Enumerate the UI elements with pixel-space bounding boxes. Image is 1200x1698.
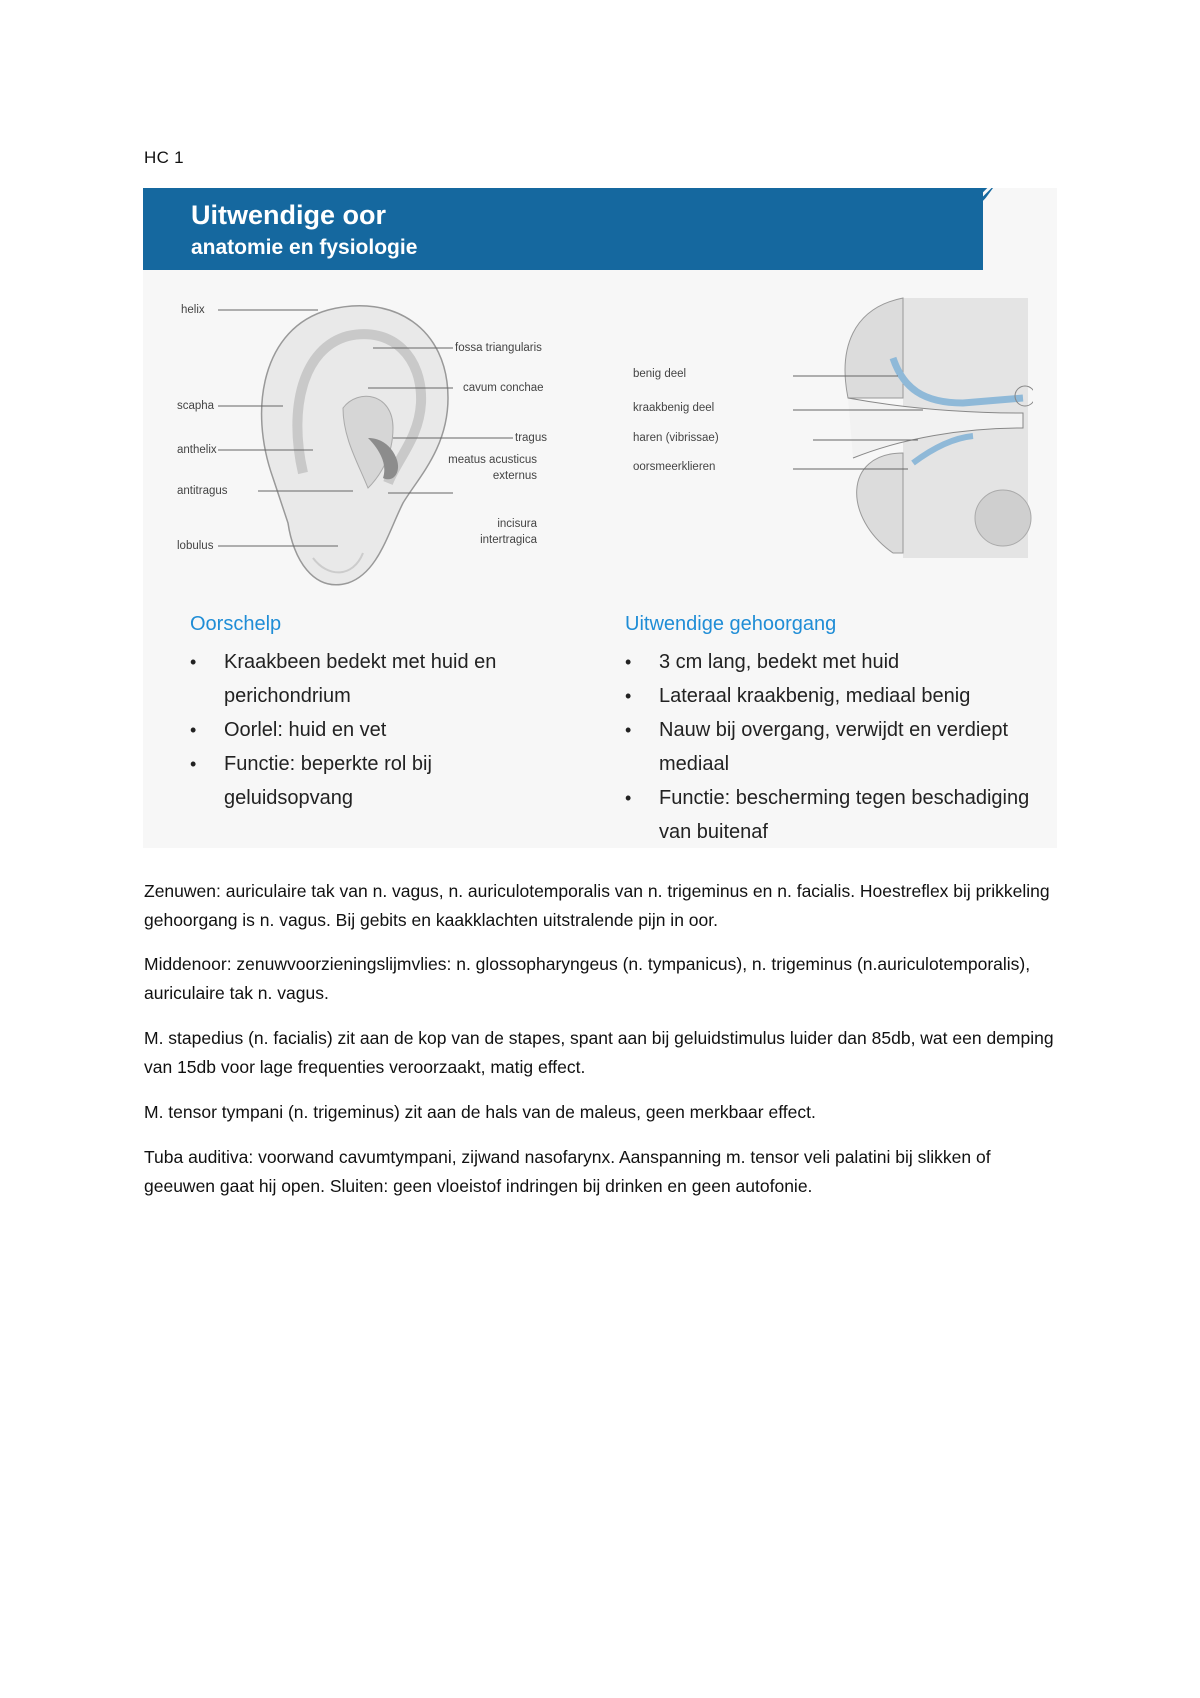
label-incisura: incisura (497, 518, 537, 530)
column-heading-gehoorgang: Uitwendige gehoorgang (625, 613, 837, 635)
document-heading: HC 1 (144, 148, 184, 167)
paragraph-middenoor: Middenoor: zenuwvoorzieningslijmvlies: n. glossopharyngeus (n. tympanicus), n. trigeminus (n.auriculotemporalis), auriculaire tak n. vagus. (144, 954, 1031, 1003)
label-antitragus: antitragus (177, 485, 228, 497)
label-helix: helix (181, 304, 205, 316)
slide-figure (143, 188, 1057, 848)
label-cavum-conchae: cavum conchae (463, 382, 544, 394)
list-item: • Kraakbeen bedekt met huid en perichondrium (190, 645, 550, 713)
label-haren: haren (vibrissae) (633, 432, 719, 444)
ear-illustration (163, 288, 583, 618)
paragraph-stapedius: M. stapedius (n. facialis) zit aan de kop van de stapes, spant aan bij geluidstimulus luider dan 85db, wat een demping van 15db voor lage frequenties veroorzaakt, matig effect. (144, 1028, 1054, 1077)
label-tragus: tragus (515, 432, 547, 444)
label-scapha: scapha (177, 400, 215, 412)
label-intertragica: intertragica (480, 534, 537, 546)
paragraph-tuba-auditiva: Tuba auditiva: voorwand cavumtympani, zijwand nasofarynx. Aanspanning m. tensor veli palatini bij slikken of geeuwen gaat hij open. Sluiten: geen vloeistof indringen bij drinken en geen autofonie. (144, 1147, 991, 1196)
label-kraakbenig-deel: kraakbenig deel (633, 402, 715, 414)
label-benig-deel: benig deel (633, 368, 687, 380)
column-heading-oorschelp: Oorschelp (190, 613, 282, 635)
paragraph-zenuwen: Zenuwen: auriculaire tak van n. vagus, n. auriculotemporalis van n. trigeminus en n. facialis. Hoestreflex bij prikkeling gehoorgang is n. vagus. Bij gebits en kaakklachten uitstralende pijn in oor. (144, 881, 1050, 930)
label-meatus-acusticus: meatus acusticus (448, 454, 537, 466)
label-lobulus: lobulus (177, 540, 214, 552)
gehoorgang-list (625, 645, 1045, 848)
list-item: • Functie: beperkte rol bij geluidsopvang (190, 747, 550, 815)
label-fossa-triangularis: fossa triangularis (455, 342, 542, 354)
list-item: • Oorlel: huid en vet (190, 713, 550, 747)
list-item: • Nauw bij overgang, verwijdt en verdiept mediaal (625, 713, 1045, 781)
label-anthelix: anthelix (177, 444, 217, 456)
slide-title: Uitwendige oor (191, 200, 386, 230)
label-externus: externus (492, 470, 537, 482)
list-item: • Functie: bescherming tegen beschadiging van buitenaf (625, 781, 1045, 848)
oorschelp-list (190, 645, 550, 815)
ear-canal-illustration (703, 288, 1033, 568)
list-item: • 3 cm lang, bedekt met huid (625, 645, 1045, 679)
slide-subtitle: anatomie en fysiologie (191, 236, 418, 259)
list-item: • Lateraal kraakbenig, mediaal benig (625, 679, 1045, 713)
label-oorsmeerklieren: oorsmeerklieren (633, 461, 716, 473)
paragraph-tensor-tympani: M. tensor tympani (n. trigeminus) zit aan de hals van de maleus, geen merkbaar effect. (144, 1102, 816, 1122)
